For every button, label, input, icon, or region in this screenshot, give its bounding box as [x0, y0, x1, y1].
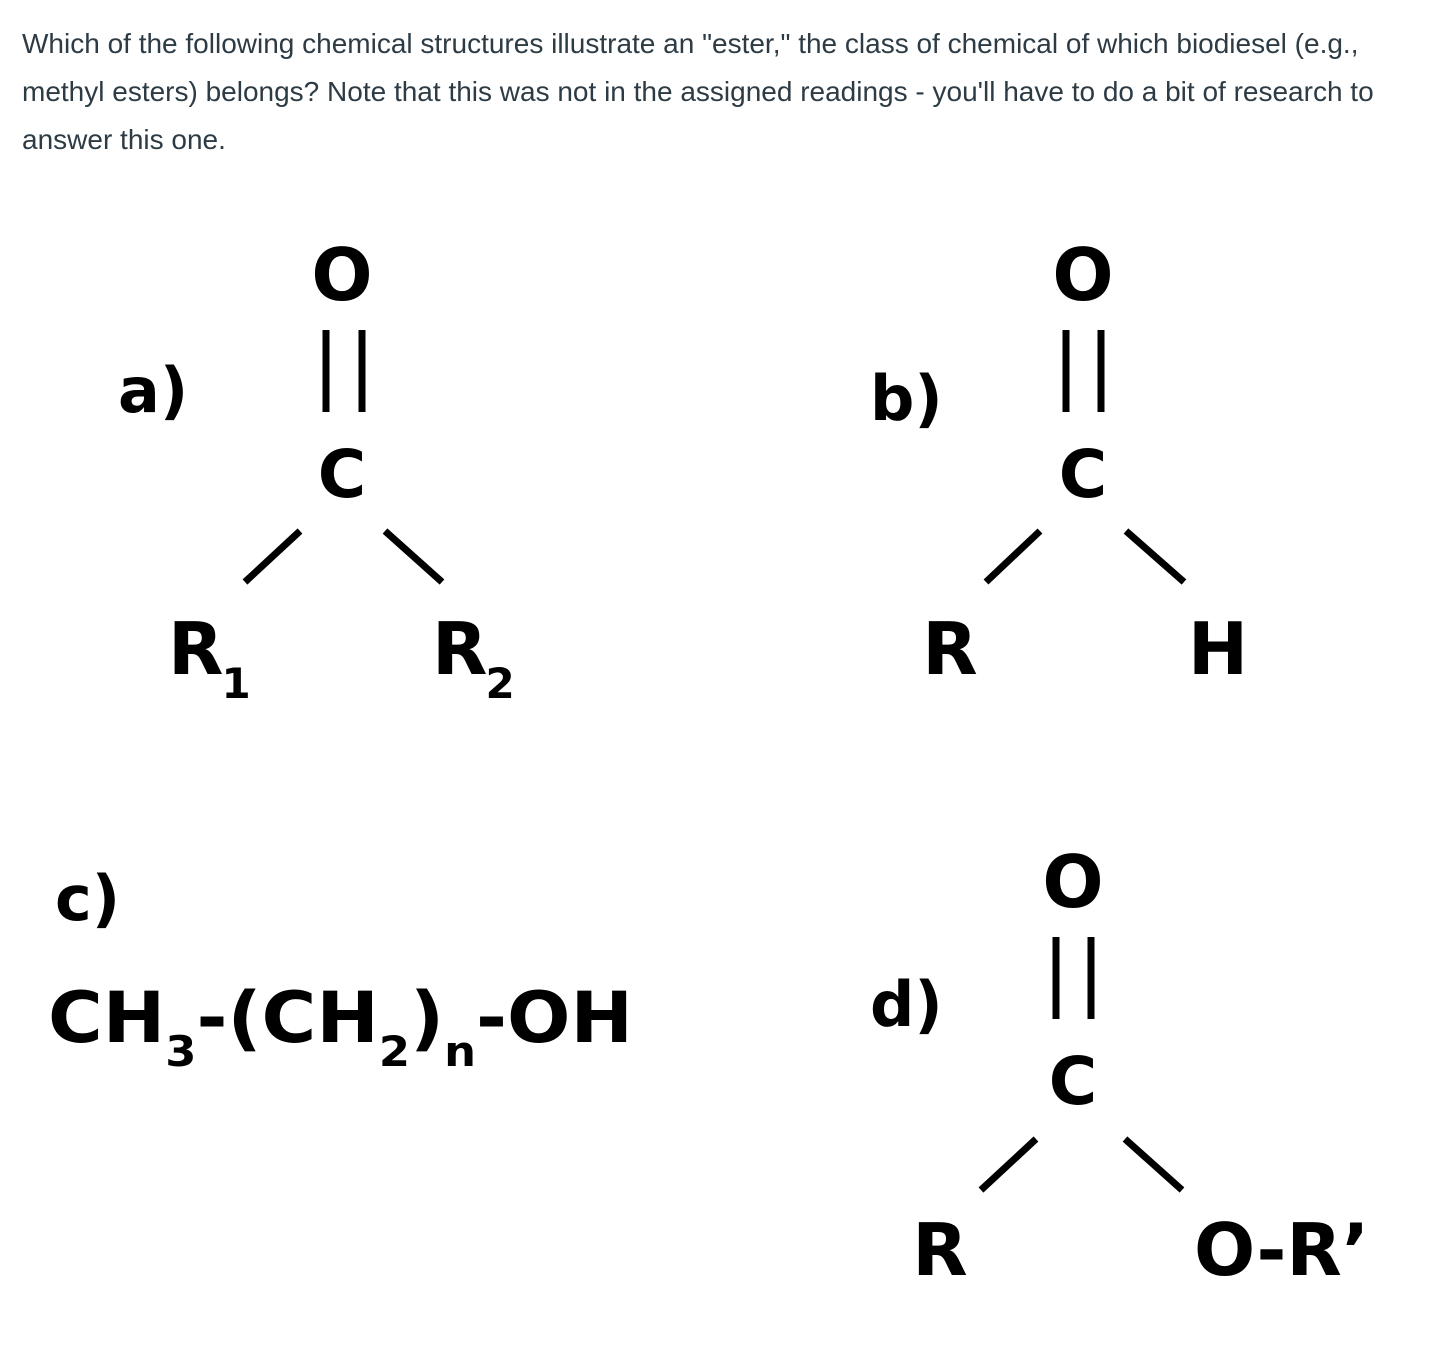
structure-a-right-group: R2	[432, 607, 515, 708]
question-text: Which of the following chemical structures illustrate an "ester," the class of chemical of which biodiesel (e.g., methyl esters) belongs? Note that this was not in the assigned readings - you'll have to do a bit of research to answer this one.	[22, 28, 1374, 155]
structure-c-label: c)	[55, 862, 121, 935]
structure-c	[48, 862, 633, 1076]
structure-a-bond-right	[385, 531, 442, 582]
structure-d-bond-left	[981, 1139, 1036, 1190]
structure-d-carbon: C	[1048, 1043, 1098, 1120]
structure-a-carbon: C	[317, 436, 367, 513]
structure-b-oxygen: O	[1052, 233, 1114, 317]
structure-b-label: b)	[870, 362, 943, 435]
structure-b-right-group: H	[1187, 607, 1249, 691]
structure-b-left-group: R	[922, 607, 978, 691]
structure-d-right-group: O-R’	[1194, 1208, 1370, 1292]
structure-b-bond-left	[986, 531, 1040, 582]
structure-d-left-group: R	[912, 1208, 968, 1292]
structure-a-label: a)	[118, 354, 189, 427]
structure-d	[870, 840, 1369, 1292]
structure-c-formula: CH $_3$-(CH $_2)_n-OH$	[48, 977, 624, 1076]
structure-a	[118, 233, 515, 708]
structure-a-left-subscript: 1	[221, 659, 251, 708]
structure-d-bond-right	[1125, 1139, 1182, 1190]
structure-a-left-group: R1	[168, 607, 251, 708]
structure-a-oxygen: O	[311, 233, 373, 317]
structure-a-bond-left	[245, 531, 300, 582]
structure-b-bond-right	[1126, 531, 1184, 582]
structure-b	[870, 233, 1248, 691]
structure-b-carbon: C	[1058, 436, 1108, 513]
structure-d-label: d)	[870, 968, 943, 1041]
structure-a-right-subscript: 2	[485, 659, 515, 708]
structure-d-oxygen: O	[1042, 840, 1104, 924]
